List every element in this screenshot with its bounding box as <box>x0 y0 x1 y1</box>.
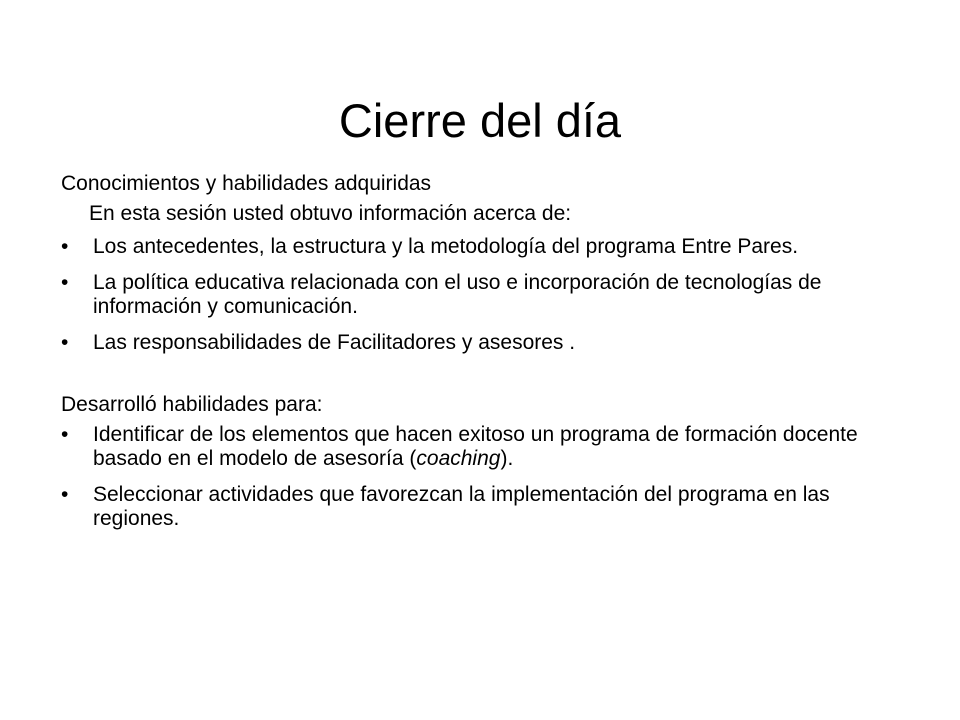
section-intro: En esta sesión usted obtuvo información acerca de: <box>89 202 572 225</box>
bullet-text: La política educativa relacionada con el uso e incorporación de tecnologías de información y comunicación. <box>93 271 822 318</box>
bullet-dot-icon: • <box>61 235 69 258</box>
bullet-item-seleccionar <box>61 483 881 531</box>
section-heading-skills: Desarrolló habilidades para: <box>61 393 323 416</box>
bullet-item-responsabilidades <box>61 331 881 355</box>
bullet-dot-icon: • <box>61 271 69 294</box>
bullet-text: Seleccionar actividades que favorezcan la implementación del programa en las regiones. <box>93 483 830 530</box>
section-heading-knowledge: Conocimientos y habilidades adquiridas <box>61 172 432 195</box>
bullet-text-main: Identificar de los elementos que hacen exitoso un programa de formación docente basado en el modelo de asesoría ( <box>93 423 858 470</box>
bullet-text-italic: coaching <box>416 447 501 470</box>
bullet-item-identificar <box>61 423 881 471</box>
slide-title: Cierre del día <box>338 94 622 147</box>
bullet-text: Las responsabilidades de Facilitadores y asesores . <box>93 331 576 354</box>
bullet-dot-icon: • <box>61 331 69 354</box>
bullet-dot-icon: • <box>61 423 69 446</box>
bullet-text: Los antecedentes, la estructura y la metodología del programa Entre Pares. <box>93 235 799 258</box>
bullet-text-end: ). <box>500 447 514 470</box>
spacer <box>61 367 881 393</box>
bullet-text <box>93 423 858 470</box>
slide-body <box>61 172 881 543</box>
bullet-dot-icon: • <box>61 483 69 506</box>
bullet-item-politica <box>61 271 881 319</box>
bullet-item-antecedentes <box>61 235 881 259</box>
